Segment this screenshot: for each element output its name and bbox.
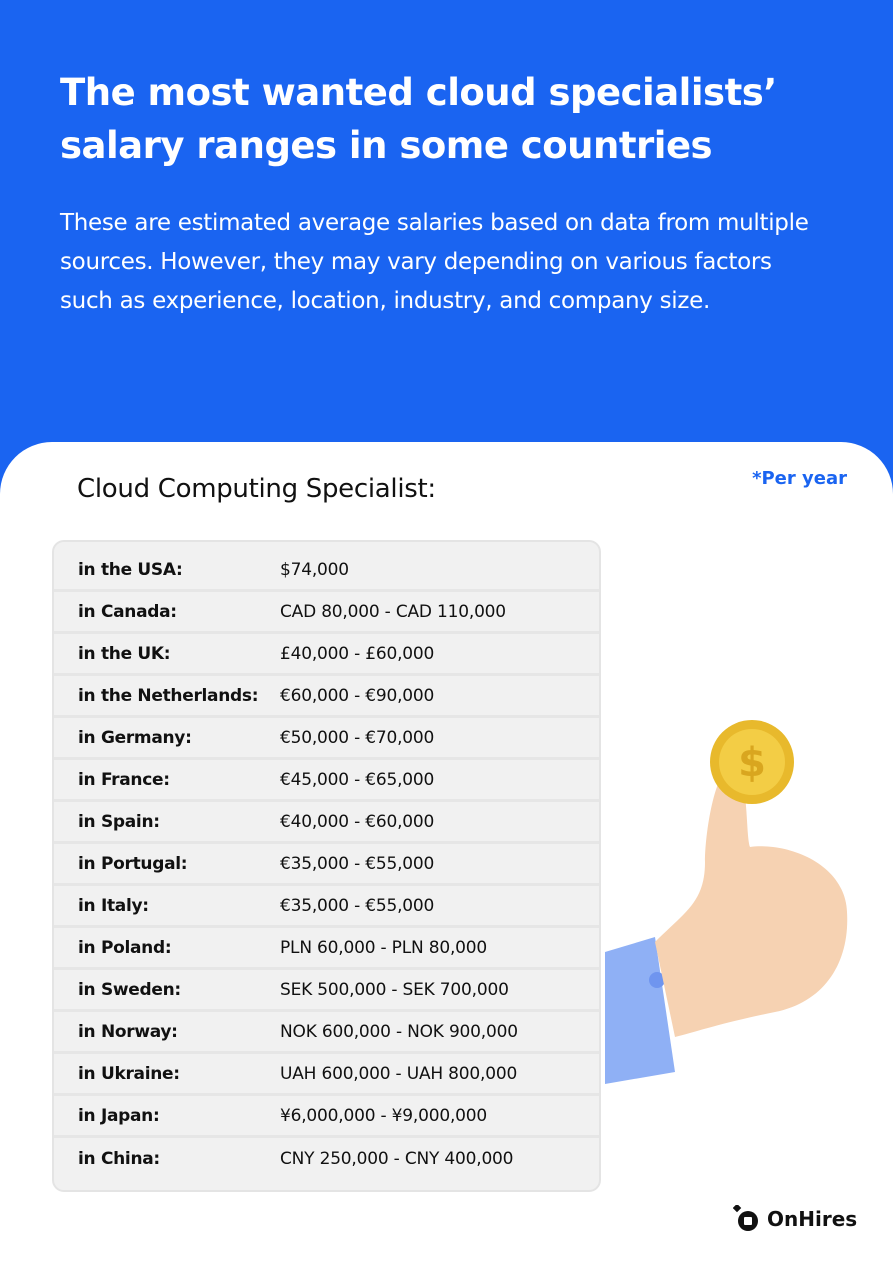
salary-range: CAD 80,000 - CAD 110,000 — [280, 601, 506, 622]
country-label: in Spain: — [78, 811, 160, 832]
country-label: in Germany: — [78, 727, 192, 748]
country-label: in the Netherlands: — [78, 685, 259, 706]
table-row — [54, 1012, 599, 1054]
onhires-logo — [733, 1205, 857, 1233]
country-label: in Norway: — [78, 1021, 178, 1042]
table-row — [54, 1138, 599, 1180]
salary-range: UAH 600,000 - UAH 800,000 — [280, 1063, 518, 1084]
per-year-note: *Per year — [752, 468, 847, 489]
salary-range: €45,000 - €65,000 — [280, 769, 435, 790]
country-label: in the USA: — [78, 559, 183, 580]
table-row — [54, 676, 599, 718]
onhires-logo-icon — [733, 1205, 763, 1233]
table-row — [54, 970, 599, 1012]
salary-range: €35,000 - €55,000 — [280, 853, 435, 874]
hand-holding-coin-illustration — [595, 712, 855, 1092]
salary-range: CNY 250,000 - CNY 400,000 — [280, 1149, 514, 1169]
salary-range: SEK 500,000 - SEK 700,000 — [280, 979, 509, 1000]
table-row — [54, 886, 599, 928]
salary-range: ¥6,000,000 - ¥9,000,000 — [280, 1105, 488, 1126]
salary-table — [52, 540, 601, 1192]
salary-range: $74,000 — [280, 559, 349, 580]
table-row — [54, 592, 599, 634]
country-label: in Poland: — [78, 937, 172, 958]
country-label: in Portugal: — [78, 853, 188, 874]
country-label: in France: — [78, 769, 170, 790]
table-row — [54, 802, 599, 844]
country-label: in Sweden: — [78, 979, 181, 1000]
page-subtitle: These are estimated average salaries based on data from multiple sources. However, they may vary depending on various factors such as experience, location, industry, and company size. — [60, 210, 809, 314]
salary-range: €35,000 - €55,000 — [280, 895, 435, 916]
table-row — [54, 844, 599, 886]
country-label: in the UK: — [78, 643, 171, 664]
card-heading: Cloud Computing Specialist: — [77, 474, 436, 504]
table-row — [54, 718, 599, 760]
salary-range: €50,000 - €70,000 — [280, 727, 435, 748]
salary-range: £40,000 - £60,000 — [280, 643, 435, 664]
country-label: in Canada: — [78, 601, 177, 622]
svg-text:$: $ — [738, 740, 766, 786]
salary-range: €40,000 - €60,000 — [280, 811, 435, 832]
table-row — [54, 1096, 599, 1138]
page-title: The most wanted cloud specialists’ salary ranges in some countries — [60, 71, 777, 167]
country-label: in China: — [78, 1149, 160, 1169]
salary-range: €60,000 - €90,000 — [280, 685, 435, 706]
salary-range: NOK 600,000 - NOK 900,000 — [280, 1021, 518, 1042]
table-row — [54, 1054, 599, 1096]
table-row — [54, 634, 599, 676]
country-label: in Japan: — [78, 1105, 160, 1126]
country-label: in Ukraine: — [78, 1063, 180, 1084]
country-label: in Italy: — [78, 895, 149, 916]
logo-text: OnHires — [767, 1207, 858, 1231]
table-row — [54, 760, 599, 802]
table-row — [54, 928, 599, 970]
salary-range: PLN 60,000 - PLN 80,000 — [280, 937, 487, 958]
table-row — [54, 550, 599, 592]
